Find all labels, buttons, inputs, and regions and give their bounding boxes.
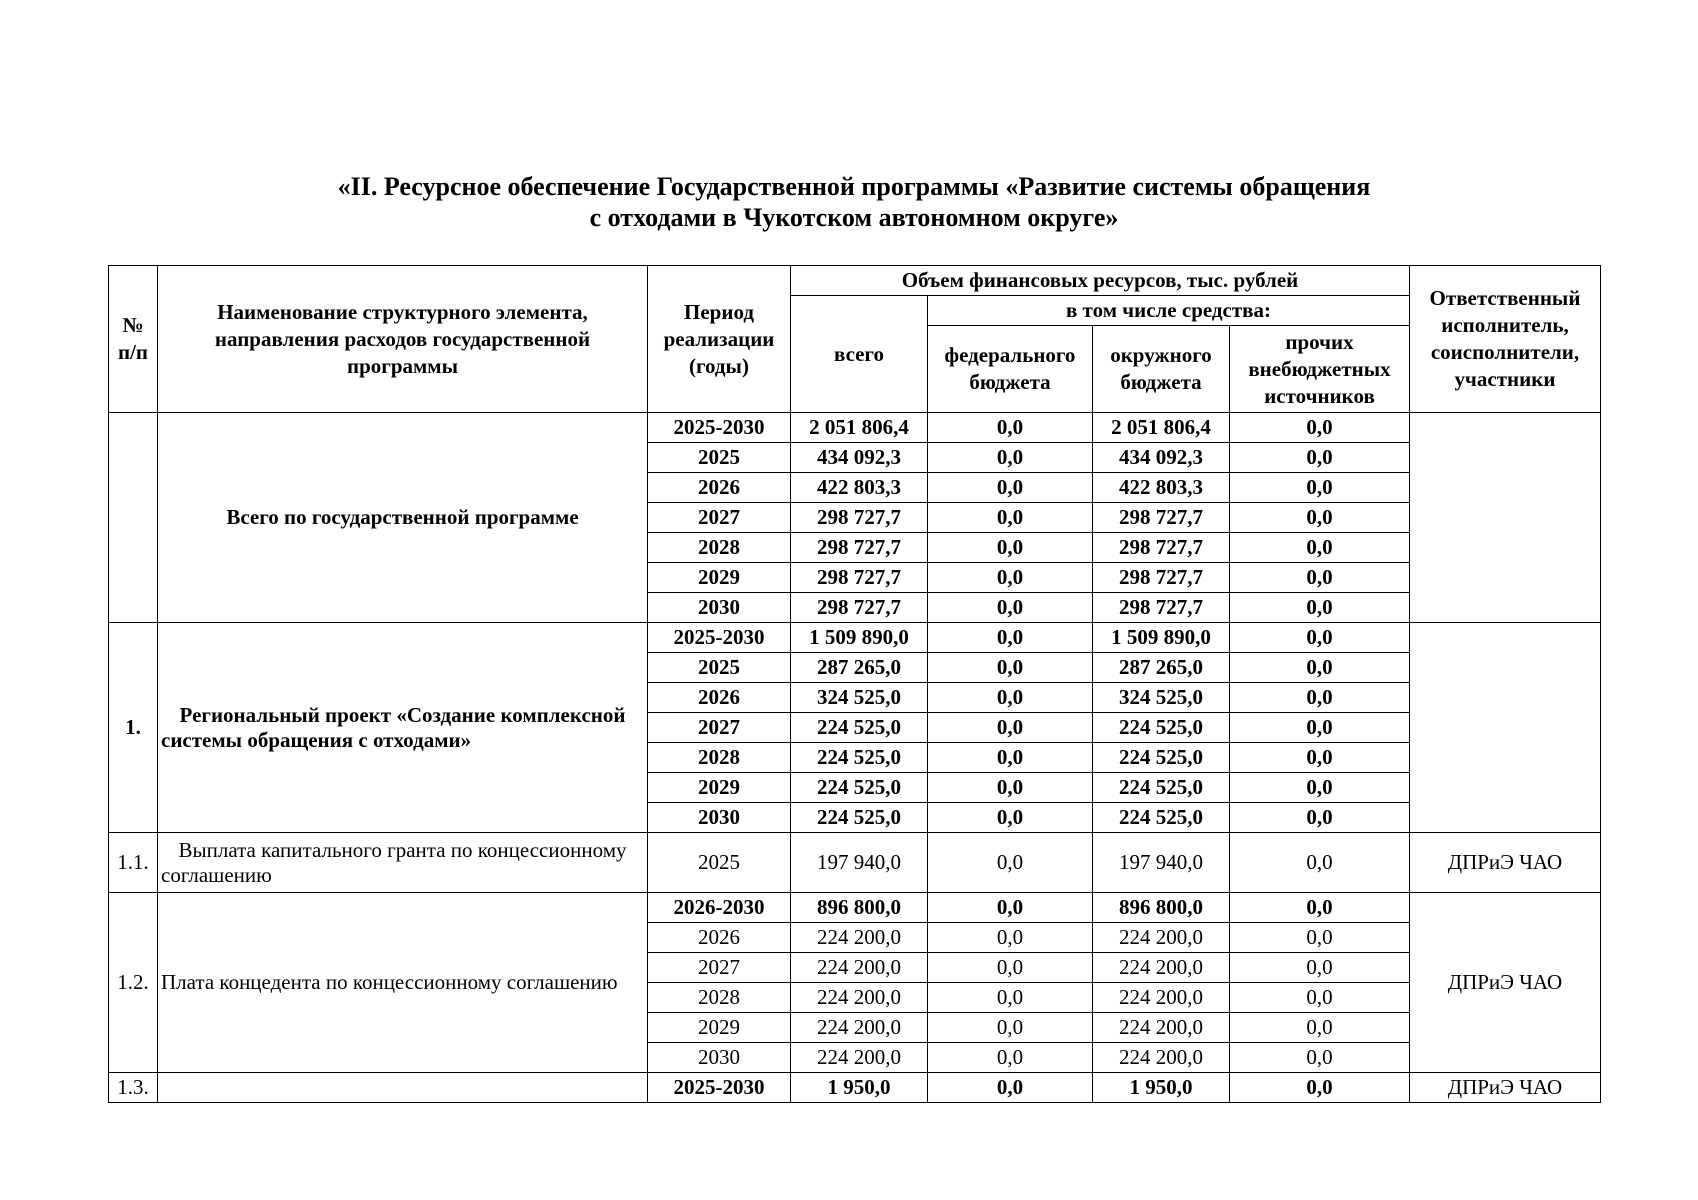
cell-period: 2029 bbox=[648, 563, 791, 593]
cell-period: 2026 bbox=[648, 683, 791, 713]
title-line-1: «II. Ресурсное обеспечение Государственной программы «Развитие системы обращения bbox=[337, 172, 1371, 201]
cell-total: 298 727,7 bbox=[791, 533, 928, 563]
document-title bbox=[108, 171, 1600, 233]
cell-okrug: 197 940,0 bbox=[1093, 833, 1230, 893]
cell-period: 2025 bbox=[648, 443, 791, 473]
cell-other: 0,0 bbox=[1230, 413, 1410, 443]
header-okrug: окружного бюджета bbox=[1093, 326, 1230, 413]
title-line-2: с отходами в Чукотском автономном округе» bbox=[589, 203, 1119, 232]
cell-okrug: 224 525,0 bbox=[1093, 773, 1230, 803]
row-num bbox=[109, 413, 158, 623]
cell-okrug: 224 525,0 bbox=[1093, 803, 1230, 833]
row-executor bbox=[1410, 413, 1601, 623]
cell-okrug: 224 525,0 bbox=[1093, 743, 1230, 773]
cell-period: 2026 bbox=[648, 473, 791, 503]
cell-other: 0,0 bbox=[1230, 1013, 1410, 1043]
cell-period: 2027 bbox=[648, 713, 791, 743]
cell-federal: 0,0 bbox=[928, 623, 1093, 653]
table-row bbox=[109, 623, 1601, 653]
table-row bbox=[109, 413, 1601, 443]
cell-federal: 0,0 bbox=[928, 713, 1093, 743]
row-executor bbox=[1410, 623, 1601, 833]
cell-federal: 0,0 bbox=[928, 1073, 1093, 1103]
table-row bbox=[109, 893, 1601, 923]
cell-federal: 0,0 bbox=[928, 743, 1093, 773]
cell-okrug: 1 950,0 bbox=[1093, 1073, 1230, 1103]
cell-total: 298 727,7 bbox=[791, 503, 928, 533]
header-other: прочих внебюджетных источников bbox=[1230, 326, 1410, 413]
cell-federal: 0,0 bbox=[928, 533, 1093, 563]
row-num: 1.1. bbox=[109, 833, 158, 893]
table-row bbox=[109, 833, 1601, 893]
cell-okrug: 896 800,0 bbox=[1093, 893, 1230, 923]
cell-period: 2025-2030 bbox=[648, 1073, 791, 1103]
header-executor: Ответственный исполнитель, соисполнители, участники bbox=[1410, 266, 1601, 413]
cell-period: 2028 bbox=[648, 983, 791, 1013]
cell-federal: 0,0 bbox=[928, 773, 1093, 803]
cell-federal: 0,0 bbox=[928, 983, 1093, 1013]
cell-okrug: 1 509 890,0 bbox=[1093, 623, 1230, 653]
cell-total: 2 051 806,4 bbox=[791, 413, 928, 443]
cell-period: 2027 bbox=[648, 953, 791, 983]
cell-total: 287 265,0 bbox=[791, 653, 928, 683]
cell-other: 0,0 bbox=[1230, 683, 1410, 713]
row-num: 1.2. bbox=[109, 893, 158, 1073]
cell-okrug: 298 727,7 bbox=[1093, 503, 1230, 533]
cell-okrug: 224 200,0 bbox=[1093, 953, 1230, 983]
cell-period: 2028 bbox=[648, 743, 791, 773]
cell-federal: 0,0 bbox=[928, 923, 1093, 953]
cell-federal: 0,0 bbox=[928, 1013, 1093, 1043]
cell-other: 0,0 bbox=[1230, 953, 1410, 983]
row-executor: ДПРиЭ ЧАО bbox=[1410, 893, 1601, 1073]
cell-federal: 0,0 bbox=[928, 833, 1093, 893]
row-num: 1.3. bbox=[109, 1073, 158, 1103]
resource-table bbox=[108, 265, 1601, 1103]
header-num: № п/п bbox=[109, 266, 158, 413]
cell-federal: 0,0 bbox=[928, 563, 1093, 593]
cell-okrug: 287 265,0 bbox=[1093, 653, 1230, 683]
cell-federal: 0,0 bbox=[928, 503, 1093, 533]
header-incl: в том числе средства: bbox=[928, 296, 1410, 326]
cell-total: 224 525,0 bbox=[791, 803, 928, 833]
cell-okrug: 324 525,0 bbox=[1093, 683, 1230, 713]
cell-okrug: 298 727,7 bbox=[1093, 533, 1230, 563]
cell-total: 298 727,7 bbox=[791, 593, 928, 623]
row-name: Всего по государственной программе bbox=[158, 413, 648, 623]
cell-total: 224 200,0 bbox=[791, 1013, 928, 1043]
cell-period: 2030 bbox=[648, 593, 791, 623]
cell-other: 0,0 bbox=[1230, 653, 1410, 683]
table-header bbox=[109, 266, 1601, 413]
cell-total: 224 200,0 bbox=[791, 983, 928, 1013]
row-name: Плата концедента по концессионному соглашению bbox=[158, 893, 648, 1073]
cell-total: 197 940,0 bbox=[791, 833, 928, 893]
cell-federal: 0,0 bbox=[928, 443, 1093, 473]
header-name: Наименование структурного элемента, направления расходов государственной программы bbox=[158, 266, 648, 413]
cell-federal: 0,0 bbox=[928, 653, 1093, 683]
cell-period: 2027 bbox=[648, 503, 791, 533]
cell-other: 0,0 bbox=[1230, 533, 1410, 563]
cell-federal: 0,0 bbox=[928, 1043, 1093, 1073]
cell-other: 0,0 bbox=[1230, 773, 1410, 803]
cell-federal: 0,0 bbox=[928, 473, 1093, 503]
cell-other: 0,0 bbox=[1230, 743, 1410, 773]
cell-other: 0,0 bbox=[1230, 503, 1410, 533]
cell-total: 434 092,3 bbox=[791, 443, 928, 473]
cell-total: 224 525,0 bbox=[791, 743, 928, 773]
cell-other: 0,0 bbox=[1230, 563, 1410, 593]
cell-other: 0,0 bbox=[1230, 1073, 1410, 1103]
row-name: Региональный проект «Создание комплексной системы обращения с отходами» bbox=[158, 623, 648, 833]
table-row bbox=[109, 1073, 1601, 1103]
cell-okrug: 224 200,0 bbox=[1093, 1013, 1230, 1043]
cell-total: 1 950,0 bbox=[791, 1073, 928, 1103]
cell-federal: 0,0 bbox=[928, 413, 1093, 443]
cell-federal: 0,0 bbox=[928, 893, 1093, 923]
cell-period: 2029 bbox=[648, 773, 791, 803]
cell-federal: 0,0 bbox=[928, 593, 1093, 623]
cell-period: 2029 bbox=[648, 1013, 791, 1043]
cell-total: 224 200,0 bbox=[791, 953, 928, 983]
cell-total: 224 200,0 bbox=[791, 1043, 928, 1073]
cell-total: 896 800,0 bbox=[791, 893, 928, 923]
cell-other: 0,0 bbox=[1230, 893, 1410, 923]
cell-other: 0,0 bbox=[1230, 713, 1410, 743]
cell-other: 0,0 bbox=[1230, 473, 1410, 503]
cell-okrug: 298 727,7 bbox=[1093, 563, 1230, 593]
cell-other: 0,0 bbox=[1230, 983, 1410, 1013]
header-federal: федерального бюджета bbox=[928, 326, 1093, 413]
cell-total: 298 727,7 bbox=[791, 563, 928, 593]
cell-okrug: 224 200,0 bbox=[1093, 923, 1230, 953]
cell-period: 2030 bbox=[648, 803, 791, 833]
cell-period: 2026-2030 bbox=[648, 893, 791, 923]
row-name: Выплата капитального гранта по концессионному соглашению bbox=[158, 833, 648, 893]
cell-total: 224 525,0 bbox=[791, 773, 928, 803]
cell-okrug: 224 525,0 bbox=[1093, 713, 1230, 743]
header-total: всего bbox=[791, 296, 928, 413]
cell-total: 224 200,0 bbox=[791, 923, 928, 953]
cell-federal: 0,0 bbox=[928, 803, 1093, 833]
cell-okrug: 422 803,3 bbox=[1093, 473, 1230, 503]
cell-other: 0,0 bbox=[1230, 623, 1410, 653]
row-executor: ДПРиЭ ЧАО bbox=[1410, 833, 1601, 893]
cell-total: 224 525,0 bbox=[791, 713, 928, 743]
cell-okrug: 2 051 806,4 bbox=[1093, 413, 1230, 443]
cell-other: 0,0 bbox=[1230, 443, 1410, 473]
cell-other: 0,0 bbox=[1230, 923, 1410, 953]
cell-total: 1 509 890,0 bbox=[791, 623, 928, 653]
cell-period: 2025-2030 bbox=[648, 413, 791, 443]
cell-total: 324 525,0 bbox=[791, 683, 928, 713]
cell-okrug: 224 200,0 bbox=[1093, 983, 1230, 1013]
cell-okrug: 434 092,3 bbox=[1093, 443, 1230, 473]
cell-federal: 0,0 bbox=[928, 953, 1093, 983]
header-period: Период реализации (годы) bbox=[648, 266, 791, 413]
row-executor: ДПРиЭ ЧАО bbox=[1410, 1073, 1601, 1103]
cell-okrug: 298 727,7 bbox=[1093, 593, 1230, 623]
row-name bbox=[158, 1073, 648, 1103]
row-num: 1. bbox=[109, 623, 158, 833]
cell-period: 2030 bbox=[648, 1043, 791, 1073]
cell-period: 2026 bbox=[648, 923, 791, 953]
cell-other: 0,0 bbox=[1230, 833, 1410, 893]
cell-okrug: 224 200,0 bbox=[1093, 1043, 1230, 1073]
cell-other: 0,0 bbox=[1230, 1043, 1410, 1073]
cell-period: 2025 bbox=[648, 833, 791, 893]
cell-other: 0,0 bbox=[1230, 803, 1410, 833]
cell-total: 422 803,3 bbox=[791, 473, 928, 503]
cell-other: 0,0 bbox=[1230, 593, 1410, 623]
cell-period: 2025 bbox=[648, 653, 791, 683]
table-body bbox=[109, 413, 1601, 1103]
cell-period: 2025-2030 bbox=[648, 623, 791, 653]
cell-federal: 0,0 bbox=[928, 683, 1093, 713]
header-volume: Объем финансовых ресурсов, тыс. рублей bbox=[791, 266, 1410, 296]
cell-period: 2028 bbox=[648, 533, 791, 563]
